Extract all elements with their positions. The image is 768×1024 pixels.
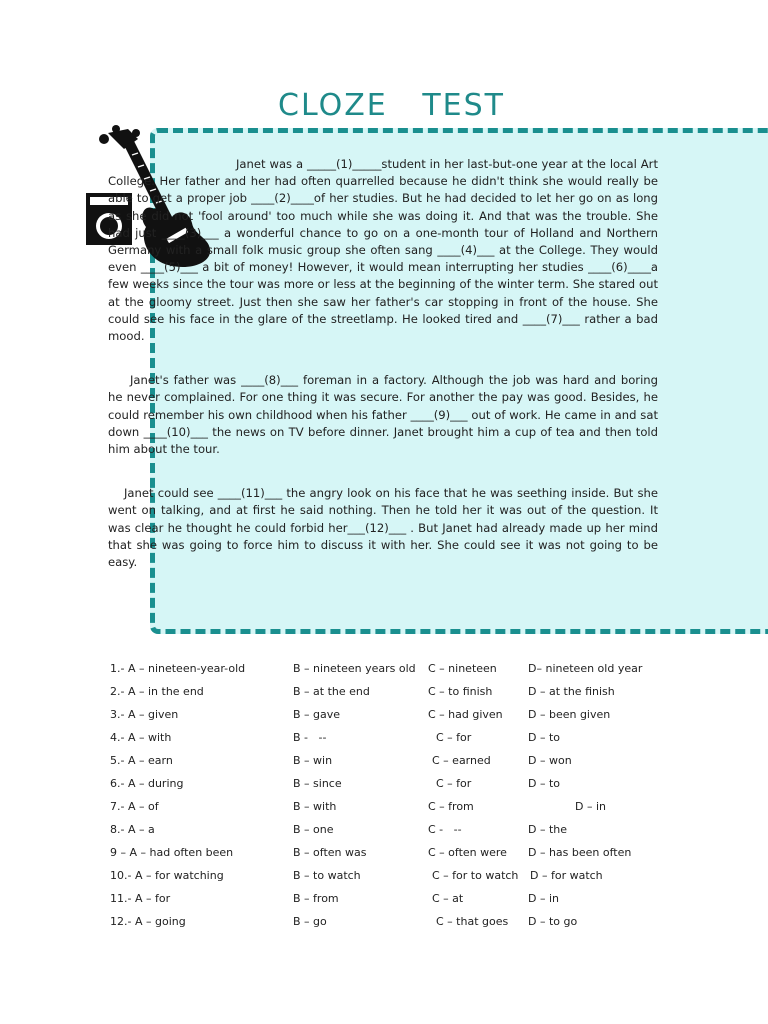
option-d: D – to <box>528 777 561 790</box>
option-d: D – to <box>528 731 561 744</box>
option-row <box>110 685 670 708</box>
option-row <box>110 869 670 892</box>
option-a: 8.- A – a <box>110 823 155 836</box>
option-row <box>110 915 670 938</box>
option-b: B – to watch <box>293 869 361 882</box>
option-row <box>110 662 670 685</box>
option-c: C – from <box>428 800 474 813</box>
option-a: 5.- A – earn <box>110 754 173 767</box>
option-a: 7.- A – of <box>110 800 159 813</box>
cloze-passage <box>108 156 658 571</box>
option-d: D – for watch <box>530 869 603 882</box>
option-b: B – since <box>293 777 342 790</box>
option-d: D – in <box>528 892 559 905</box>
option-d: D – won <box>528 754 572 767</box>
option-c: C – had given <box>428 708 503 721</box>
option-a: 3.- A – given <box>110 708 179 721</box>
option-c: C – for <box>436 731 472 744</box>
option-c: C – for to watch <box>432 869 519 882</box>
option-a: 12.- A – going <box>110 915 186 928</box>
option-row <box>110 731 670 754</box>
option-row <box>110 777 670 800</box>
option-a: 10.- A – for watching <box>110 869 224 882</box>
option-a: 4.- A – with <box>110 731 172 744</box>
option-d: D – to go <box>528 915 578 928</box>
option-c: C – for <box>436 777 472 790</box>
option-b: B – at the end <box>293 685 370 698</box>
page-title: CLOZE TEST <box>278 88 505 123</box>
option-b: B - -- <box>293 731 327 744</box>
option-c: C – earned <box>432 754 491 767</box>
answer-options <box>110 662 670 938</box>
option-b: B – gave <box>293 708 341 721</box>
option-row <box>110 823 670 846</box>
paragraph: Janet could see ____(11)___ the angry look on his face that he was seething inside. But she went on talking, and at first he said nothing. Then he told her it was out of the question. It was clear he thought he could forbid her___(12)___ . But Janet had already made up her mind that she was going to force him to discuss it with her. She could see it was not going to be easy. <box>108 486 658 570</box>
paragraph: Janet's father was ____(8)___ foreman in a factory. Although the job was hard and boring he never complained. For one thing it was secure. For another the pay was good. Besides, he could remember his own childhood when his father ____(9)___ out of work. He came in and sat down ____(10)___ the news on TV before dinner. Janet brought him a cup of tea and then told him about the tour. <box>108 373 658 457</box>
option-c: C - -- <box>428 823 462 836</box>
option-b: B – win <box>293 754 333 767</box>
paragraph: Janet was a _____(1)_____student in her last-but-one year at the local Art College. Her father and her had often quarrelled because he didn't think she would really be able to get a proper job ____(2)____of her studies. But he had decided to let her go on as long as she did not 'fool around' too much while she was doing it. And that was the trouble. She had just ____(3)___ a wonderful chance to go on a one-month tour of Holland and Northern Germany with a small folk music group she often sang ____(4)___ at the College. They would even ____(5)___ a bit of money! However, it would mean interrupting her studies ____(6)____a few weeks since the tour was more or less at the beginning of the winter term. She stared out at the gloomy street. Just then she saw her father's car stopping in front of the house. She could see his face in the glare of the streetlamp. He looked tired and ____(7)___ rather a bad mood. <box>108 157 658 344</box>
option-c: C – that goes <box>436 915 509 928</box>
option-a: 11.- A – for <box>110 892 171 905</box>
option-b: B – one <box>293 823 334 836</box>
option-a: 6.- A – during <box>110 777 184 790</box>
option-c: C – nineteen <box>428 662 497 675</box>
option-row <box>110 800 670 823</box>
option-b: B – nineteen years old <box>293 662 416 675</box>
option-d: D – has been often <box>528 846 632 859</box>
option-d: D – been given <box>528 708 611 721</box>
option-row <box>110 892 670 915</box>
option-d: D – at the finish <box>528 685 615 698</box>
option-b: B – from <box>293 892 339 905</box>
option-row <box>110 754 670 777</box>
option-c: C – to finish <box>428 685 493 698</box>
option-b: B – go <box>293 915 327 928</box>
option-c: C – at <box>432 892 464 905</box>
option-a: 2.- A – in the end <box>110 685 204 698</box>
option-c: C – often were <box>428 846 507 859</box>
option-a: 9 – A – had often been <box>110 846 234 859</box>
option-row <box>110 708 670 731</box>
option-a: 1.- A – nineteen-year-old <box>110 662 246 675</box>
option-d: D – in <box>575 800 606 813</box>
option-b: B – often was <box>293 846 367 859</box>
option-b: B – with <box>293 800 337 813</box>
option-d: D– nineteen old year <box>528 662 643 675</box>
option-d: D – the <box>528 823 568 836</box>
option-row <box>110 846 670 869</box>
